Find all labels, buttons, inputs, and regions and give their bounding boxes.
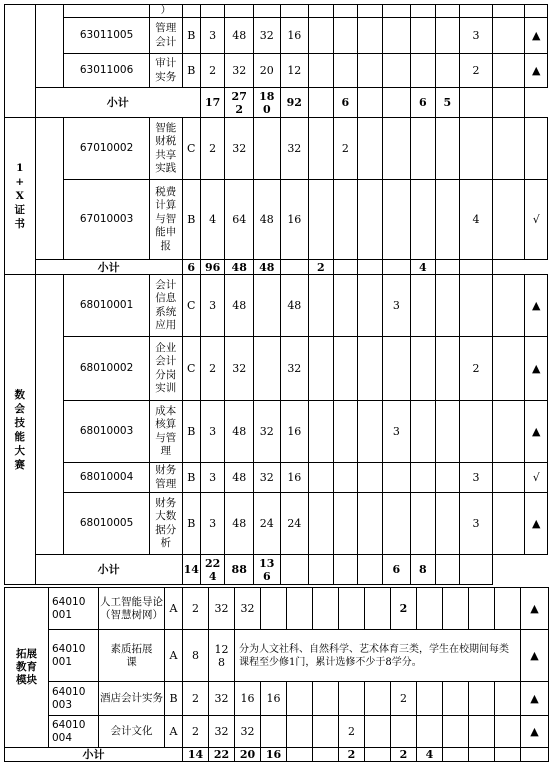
table-row bbox=[5, 630, 549, 682]
subtotal-credits: 17 bbox=[200, 88, 224, 118]
subtotal-practice: 136 bbox=[259, 556, 275, 583]
subtotal-practice: 48 bbox=[254, 260, 281, 275]
semester-hours: 2 bbox=[339, 716, 365, 748]
subtotal-sem8: 4 bbox=[411, 260, 435, 275]
course-code: 67010002 bbox=[64, 118, 150, 180]
extension-module-table bbox=[4, 587, 549, 762]
course-type: C bbox=[182, 337, 200, 401]
hours: 128 bbox=[214, 642, 229, 669]
practice-hours: 48 bbox=[280, 275, 309, 337]
credits: 3 bbox=[200, 463, 224, 493]
practice-hours: 12 bbox=[280, 54, 309, 88]
course-code: 63011006 bbox=[64, 54, 150, 88]
subtotal-theory: 180 bbox=[259, 89, 275, 116]
course-name: 财务大数据分析 bbox=[155, 496, 177, 549]
hours: 32 bbox=[209, 682, 235, 716]
course-type: B bbox=[182, 18, 200, 54]
course-type: C bbox=[182, 275, 200, 337]
table-row bbox=[5, 588, 549, 630]
subtotal-theory: 88 bbox=[225, 555, 254, 585]
theory-hours: 16 bbox=[235, 682, 261, 716]
course-type: B bbox=[182, 180, 200, 260]
mark: ▲ bbox=[525, 54, 548, 88]
credits: 2 bbox=[183, 716, 209, 748]
course-type: B bbox=[182, 463, 200, 493]
hours: 32 bbox=[225, 54, 254, 88]
course-code: 63011005 bbox=[64, 18, 150, 54]
table-row bbox=[5, 118, 548, 180]
subtotal-row bbox=[5, 748, 549, 762]
semester-hours: 2 bbox=[391, 588, 417, 630]
table-row bbox=[5, 275, 548, 337]
subtotal-row bbox=[5, 260, 548, 275]
mark: ▲ bbox=[521, 716, 549, 748]
mark: ▲ bbox=[525, 275, 548, 337]
hours: 48 bbox=[225, 275, 254, 337]
subtotal-sem-c: 4 bbox=[417, 748, 443, 762]
group-cell-empty bbox=[5, 5, 36, 118]
table-row bbox=[5, 5, 548, 18]
hours: 32 bbox=[225, 337, 254, 401]
credits: 3 bbox=[200, 493, 224, 555]
table-row bbox=[5, 180, 548, 260]
subtotal-sem3: 2 bbox=[309, 260, 333, 275]
semester-hours: 3 bbox=[460, 463, 493, 493]
subtotal-hours: 22 bbox=[209, 748, 235, 762]
credits: 2 bbox=[183, 682, 209, 716]
subtotal-label: 小计 bbox=[35, 260, 182, 275]
course-name: 会计信息系统应用 bbox=[155, 278, 177, 331]
practice-hours: 16 bbox=[261, 682, 287, 716]
course-type: B bbox=[182, 401, 200, 463]
semester-hours: 3 bbox=[382, 275, 411, 337]
course-code: 68010001 bbox=[64, 275, 150, 337]
group-label-cert: 1+X证书 bbox=[14, 162, 26, 230]
subtotal-hours: 224 bbox=[205, 556, 221, 583]
blank-cell bbox=[64, 5, 150, 18]
subtotal-theory: 48 bbox=[225, 260, 254, 275]
hours: 32 bbox=[225, 118, 254, 180]
subtotal-credits: 6 bbox=[182, 260, 200, 275]
group-label-contest: 数会技能大赛 bbox=[14, 388, 26, 471]
blank-cell bbox=[35, 275, 64, 555]
mark: ▲ bbox=[521, 630, 549, 682]
practice-hours: 32 bbox=[280, 337, 309, 401]
table-row bbox=[5, 682, 549, 716]
blank-cell bbox=[35, 5, 64, 88]
course-name: 酒店会计实务 bbox=[99, 682, 165, 716]
mark: ▲ bbox=[525, 401, 548, 463]
theory-hours: 32 bbox=[254, 18, 281, 54]
hours: 32 bbox=[209, 588, 235, 630]
subtotal-hours: 96 bbox=[200, 260, 224, 275]
credits: 2 bbox=[200, 118, 224, 180]
mark: ▲ bbox=[521, 588, 549, 630]
subtotal-credits: 14 bbox=[182, 555, 200, 585]
subtotal-practice: 92 bbox=[280, 88, 309, 118]
hours: 48 bbox=[225, 463, 254, 493]
table-row bbox=[5, 18, 548, 54]
theory-hours: 48 bbox=[254, 180, 281, 260]
theory-hours: 32 bbox=[235, 588, 261, 630]
credits: 2 bbox=[183, 588, 209, 630]
credits: 4 bbox=[200, 180, 224, 260]
course-type: B bbox=[182, 493, 200, 555]
course-type: A bbox=[165, 716, 183, 748]
semester-hours: 2 bbox=[391, 682, 417, 716]
course-name: 审计实务 bbox=[155, 57, 177, 83]
hours: 48 bbox=[225, 493, 254, 555]
mark: √ bbox=[525, 463, 548, 493]
course-name: 成本核算与管理 bbox=[155, 404, 177, 457]
module-label: 拓展教育模块 bbox=[16, 648, 37, 686]
table-row bbox=[5, 54, 548, 88]
practice-hours: 16 bbox=[280, 18, 309, 54]
course-code: 68010004 bbox=[64, 463, 150, 493]
subtotal-sem-a: 2 bbox=[339, 748, 365, 762]
subtotal-sem7: 6 bbox=[411, 88, 435, 118]
semester-hours: 2 bbox=[333, 118, 357, 180]
table-row bbox=[5, 337, 548, 401]
semester-hours: 2 bbox=[460, 337, 493, 401]
course-code: 64010004 bbox=[52, 718, 86, 744]
subtotal-sem-b: 2 bbox=[391, 748, 417, 762]
mark: ▲ bbox=[521, 682, 549, 716]
table-row bbox=[5, 716, 549, 748]
credits: 3 bbox=[200, 275, 224, 337]
course-code: 67010003 bbox=[64, 180, 150, 260]
subtotal-row bbox=[5, 88, 548, 118]
mark: ▲ bbox=[525, 18, 548, 54]
subtotal-sem7: 6 bbox=[382, 555, 411, 585]
table-row bbox=[5, 463, 548, 493]
theory-hours: 32 bbox=[254, 401, 281, 463]
semester-hours: 3 bbox=[460, 493, 493, 555]
practice-hours: 32 bbox=[280, 118, 309, 180]
course-code: 64010001 bbox=[52, 642, 86, 668]
course-code: 68010003 bbox=[64, 401, 150, 463]
course-type: B bbox=[165, 682, 183, 716]
course-name: 会计文化 bbox=[99, 716, 165, 748]
theory-hours: 32 bbox=[254, 463, 281, 493]
course-code: 68010002 bbox=[64, 337, 150, 401]
course-name: 人工智能导论（智慧树网） bbox=[99, 588, 165, 630]
theory-hours: 24 bbox=[254, 493, 281, 555]
course-code: 64010003 bbox=[52, 685, 86, 711]
subtotal-row bbox=[5, 555, 548, 585]
hours: 48 bbox=[225, 18, 254, 54]
table-row bbox=[5, 401, 548, 463]
subtotal-practice: 16 bbox=[261, 748, 287, 762]
hours: 32 bbox=[209, 716, 235, 748]
subtotal-hours: 272 bbox=[231, 89, 247, 116]
semester-hours: 3 bbox=[382, 401, 411, 463]
course-code: 64010001 bbox=[52, 595, 86, 621]
practice-hours: 16 bbox=[280, 401, 309, 463]
theory-hours: 20 bbox=[254, 54, 281, 88]
semester-hours: 3 bbox=[460, 18, 493, 54]
elective-note: 分为人文社科、自然科学、艺术体育三类，学生在校期间每类课程至少修1门，累计选修不少于8学分。 bbox=[235, 630, 521, 682]
mark: ▲ bbox=[525, 337, 548, 401]
subtotal-sem8: 8 bbox=[411, 555, 435, 585]
semester-hours: 4 bbox=[460, 180, 493, 260]
mark: ▲ bbox=[525, 493, 548, 555]
practice-hours: 16 bbox=[280, 463, 309, 493]
credits: 2 bbox=[200, 337, 224, 401]
credits: 3 bbox=[200, 401, 224, 463]
table-row bbox=[5, 493, 548, 555]
course-name: 企业会计分岗实训 bbox=[155, 341, 177, 394]
course-type: B bbox=[182, 54, 200, 88]
subtotal-theory: 20 bbox=[235, 748, 261, 762]
course-type: C bbox=[182, 118, 200, 180]
subtotal-credits: 14 bbox=[183, 748, 209, 762]
semester-hours: 2 bbox=[460, 54, 493, 88]
mark: √ bbox=[525, 180, 548, 260]
course-type: A bbox=[165, 630, 183, 682]
theory-hours: 32 bbox=[235, 716, 261, 748]
subtotal-label: 小计 bbox=[35, 88, 200, 118]
subtotal-sem3: 6 bbox=[333, 88, 357, 118]
course-name: 财务管理 bbox=[155, 464, 177, 490]
practice-hours: 24 bbox=[280, 493, 309, 555]
blank-cell bbox=[35, 118, 64, 260]
course-code: 68010005 bbox=[64, 493, 150, 555]
course-name: 智能财税共享实践 bbox=[155, 121, 177, 174]
practice-hours: 16 bbox=[280, 180, 309, 260]
credits: 2 bbox=[200, 54, 224, 88]
hours: 64 bbox=[225, 180, 254, 260]
subtotal-label: 小计 bbox=[35, 555, 182, 585]
upper-course-table bbox=[4, 4, 548, 585]
subtotal-sem8: 5 bbox=[435, 88, 459, 118]
subtotal-label: 小计 bbox=[5, 748, 183, 762]
credits: 3 bbox=[200, 18, 224, 54]
course-name: 管理会计 bbox=[155, 22, 177, 48]
partial-text: ） bbox=[149, 5, 182, 18]
course-name: 素质拓展课 bbox=[110, 642, 153, 668]
hours: 48 bbox=[225, 401, 254, 463]
credits: 8 bbox=[183, 630, 209, 682]
course-name: 税费计算与智能申报 bbox=[155, 185, 177, 252]
course-type: A bbox=[165, 588, 183, 630]
